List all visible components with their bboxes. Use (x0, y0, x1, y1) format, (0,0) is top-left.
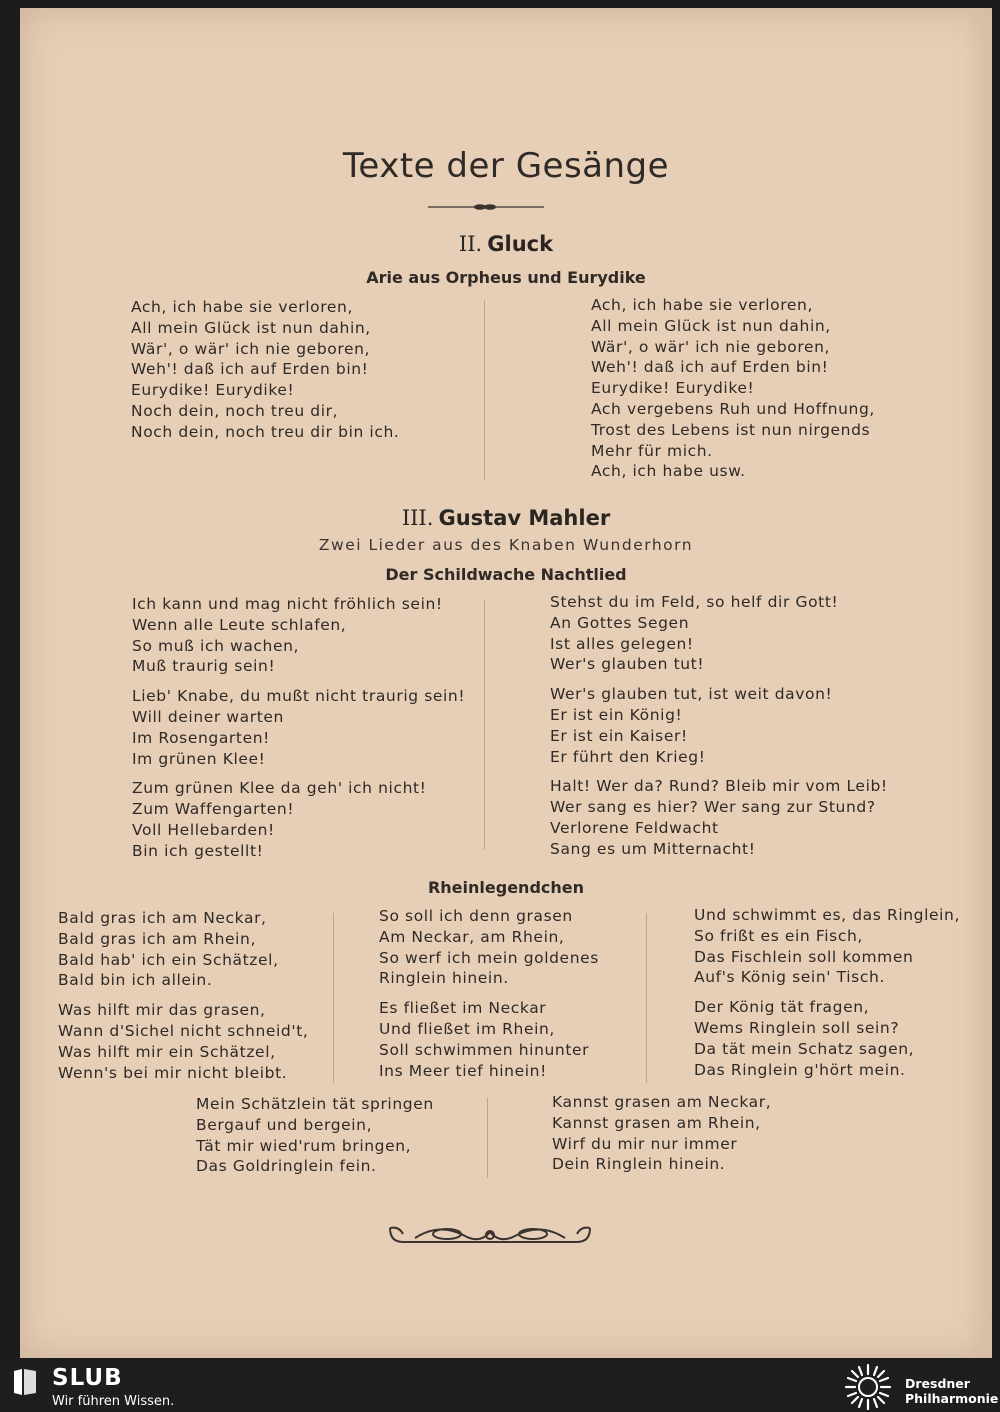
rheinlegendchen-final-right (552, 1092, 771, 1175)
slub-name: SLUB (52, 1365, 123, 1391)
verse-line: Ins Meer tief hinein! (379, 1061, 547, 1080)
stanza (550, 684, 888, 767)
verse-line: Noch dein, noch treu dir, (131, 401, 339, 420)
verse-line: Was hilft mir das grasen, (58, 1001, 266, 1020)
stanza (694, 997, 960, 1080)
closing-ornament (385, 1220, 595, 1250)
column-divider (333, 913, 334, 1083)
verse-line: Ich kann und mag nicht fröhlich sein! (132, 595, 443, 613)
verse-line: Bergauf und bergein, (196, 1115, 373, 1134)
section-number: II. (458, 232, 483, 256)
verse-line: Das Fischlein soll kommen (694, 947, 914, 966)
stanza (131, 297, 399, 443)
verse-line: Kannst grasen am Neckar, (552, 1093, 772, 1111)
verse-line: Ach vergebens Ruh und Hoffnung, (591, 399, 875, 418)
song-title-rheinlegendchen: Rheinlegendchen (427, 878, 585, 897)
page-edge-shadow (964, 8, 992, 1358)
column-divider (484, 300, 485, 480)
verse-line: Ach, ich habe usw. (591, 462, 746, 481)
verse-line: Und schwimmt es, das Ringlein, (694, 906, 960, 924)
stanza (379, 998, 599, 1081)
verse-line: Soll schwimmen hinunter (379, 1040, 590, 1059)
partner-line-1: Dresdner (905, 1376, 970, 1391)
verse-line: Bald hab' ich ein Schätzel, (58, 950, 279, 969)
verse-line: Ringlein hinein. (379, 969, 509, 988)
verse-line: Eurydike! Eurydike! (131, 381, 295, 400)
verse-line: So werf ich mein goldenes (379, 948, 599, 967)
verse-line: Wenn alle Leute schlafen, (132, 615, 347, 634)
verse-line: Ach, ich habe sie verloren, (131, 298, 353, 316)
verse-line: So frißt es ein Fisch, (694, 926, 863, 945)
verse-line: Zum grünen Klee da geh' ich nicht! (132, 779, 427, 798)
stanza (132, 778, 465, 861)
verse-line: Voll Hellebarden! (132, 820, 275, 839)
verse-line: Eurydike! Eurydike! (591, 379, 755, 398)
schildwache-verse-left (132, 594, 465, 862)
column-divider (487, 1098, 488, 1178)
verse-line: Im Rosengarten! (132, 728, 270, 747)
stanza (58, 1000, 308, 1083)
verse-line: Verlorene Feldwacht (550, 818, 719, 837)
verse-line: So soll ich denn grasen (379, 907, 573, 925)
rheinlegendchen-column-2 (379, 906, 599, 1081)
dresdner-philharmonie-logo-icon (842, 1362, 894, 1412)
section-heading-mahler (20, 506, 992, 530)
verse-line: Das Goldringlein fein. (196, 1157, 377, 1176)
verse-line: Bin ich gestellt! (132, 841, 264, 860)
verse-line: Im grünen Klee! (132, 749, 266, 768)
verse-line: Mehr für mich. (591, 441, 713, 460)
rheinlegendchen-column-1 (58, 908, 308, 1083)
stanza (550, 592, 888, 675)
verse-line: Trost des Lebens ist nun nirgends (591, 420, 871, 439)
page-title: Texte der Gesänge (342, 146, 670, 186)
schildwache-verse-right (550, 592, 888, 860)
stanza (132, 686, 465, 769)
verse-line: Weh'! daß ich auf Erden bin! (131, 360, 369, 379)
verse-line: Muß traurig sein! (132, 657, 276, 676)
composer-name: Gustav Mahler (438, 506, 611, 530)
stanza (58, 908, 308, 991)
song-title-schildwache: Der Schildwache Nachtlied (385, 565, 627, 584)
verse-line: Stehst du im Feld, so helf dir Gott! (550, 593, 839, 611)
verse-line: Wer's glauben tut, ist weit davon! (550, 685, 833, 704)
title-divider-ornament (428, 202, 544, 212)
partner-line-2: Philharmonie (905, 1391, 999, 1406)
verse-line: So muß ich wachen, (132, 636, 300, 655)
gluck-verse-left (131, 297, 399, 443)
verse-line: All mein Glück ist nun dahin, (591, 316, 831, 335)
verse-line: Wems Ringlein soll sein? (694, 1018, 900, 1037)
verse-line: Der König tät fragen, (694, 998, 870, 1017)
verse-line: Tät mir wied'rum bringen, (196, 1136, 412, 1155)
aria-title: Arie aus Orpheus und Eurydike (366, 268, 646, 287)
verse-line: Am Neckar, am Rhein, (379, 927, 565, 946)
verse-line: Wer sang es hier? Wer sang zur Stund? (550, 798, 876, 817)
rheinlegendchen-column-3 (694, 905, 960, 1080)
stanza (694, 905, 960, 988)
verse-line: Bald gras ich am Rhein, (58, 929, 257, 948)
verse-line: Wär', o wär' ich nie geboren, (131, 339, 371, 358)
verse-line: An Gottes Segen (550, 613, 690, 632)
verse-line: Bald gras ich am Neckar, (58, 909, 267, 927)
composer-name: Gluck (487, 232, 554, 256)
verse-line: All mein Glück ist nun dahin, (131, 318, 371, 337)
verse-line: Er ist ein König! (550, 705, 683, 724)
stanza (591, 295, 875, 482)
verse-line: Wär', o wär' ich nie geboren, (591, 337, 831, 356)
verse-line: Er ist ein Kaiser! (550, 726, 688, 745)
verse-line: Wirf du mir nur immer (552, 1134, 738, 1153)
rheinlegendchen-final-left (196, 1094, 434, 1177)
section-heading-gluck (20, 232, 992, 256)
verse-line: Das Ringlein g'hört mein. (694, 1060, 906, 1079)
verse-line: Halt! Wer da? Rund? Bleib mir vom Leib! (550, 777, 888, 796)
stanza (550, 776, 888, 859)
verse-line: Er führt den Krieg! (550, 747, 706, 766)
document-page (20, 8, 992, 1358)
verse-line: Ach, ich habe sie verloren, (591, 296, 813, 314)
section-number: III. (401, 506, 434, 530)
stanza (379, 906, 599, 989)
slub-logo-icon (12, 1368, 38, 1396)
column-divider (484, 600, 485, 850)
verse-line: Kannst grasen am Rhein, (552, 1113, 761, 1132)
verse-line: Sang es um Mitternacht! (550, 839, 756, 858)
stanza (132, 594, 465, 677)
verse-line: Ist alles gelegen! (550, 634, 694, 653)
verse-line: Auf's König sein' Tisch. (694, 968, 885, 987)
verse-line: Da tät mein Schatz sagen, (694, 1039, 915, 1058)
verse-line: Noch dein, noch treu dir bin ich. (131, 422, 400, 441)
gluck-verse-right (591, 295, 875, 482)
verse-line: Und fließet im Rhein, (379, 1019, 555, 1038)
dresdner-philharmonie-name (905, 1376, 998, 1406)
verse-line: Was hilft mir ein Schätzel, (58, 1042, 276, 1061)
verse-line: Bald bin ich allein. (58, 971, 213, 990)
verse-line: Wer's glauben tut! (550, 655, 705, 674)
verse-line: Dein Ringlein hinein. (552, 1155, 726, 1174)
verse-line: Lieb' Knabe, du mußt nicht traurig sein! (132, 687, 466, 706)
stanza (196, 1094, 434, 1177)
verse-line: Wann d'Sichel nicht schneid't, (58, 1021, 309, 1040)
song-collection-subtitle: Zwei Lieder aus des Knaben Wunderhorn (318, 536, 694, 554)
verse-line: Weh'! daß ich auf Erden bin! (591, 358, 829, 377)
verse-line: Will deiner warten (132, 707, 284, 726)
stanza (552, 1092, 771, 1175)
column-divider (646, 913, 647, 1083)
verse-line: Es fließet im Neckar (379, 999, 547, 1018)
verse-line: Zum Waffengarten! (132, 800, 295, 819)
verse-line: Mein Schätzlein tät springen (196, 1095, 434, 1113)
slub-tagline: Wir führen Wissen. (52, 1394, 175, 1409)
verse-line: Wenn's bei mir nicht bleibt. (58, 1063, 288, 1082)
